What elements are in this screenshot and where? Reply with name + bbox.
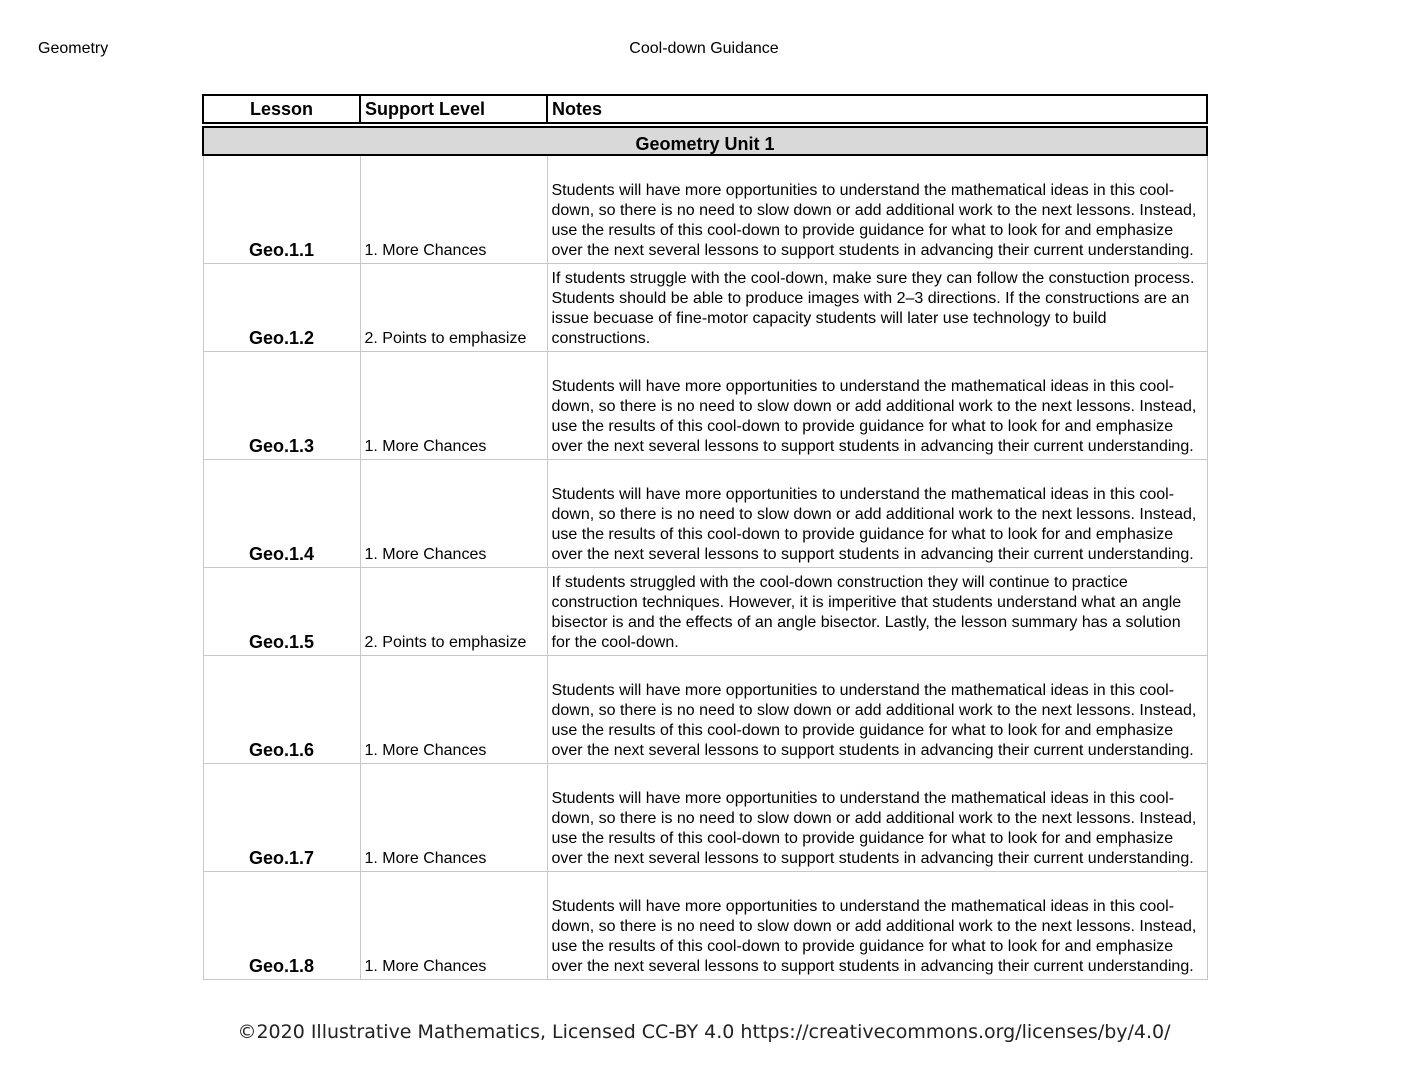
lesson-cell: Geo.1.1 [203,155,360,264]
support-level-cell: 1. More Chances [360,656,547,764]
notes-cell: If students struggled with the cool-down construction they will continue to practice construction techniques. However, it is imperitive that students understand what an angle bisector is and the effects of an angle bisector. Lastly, the lesson summary has a solution for the cool-down. [547,568,1207,656]
column-header-lesson: Lesson [203,95,360,123]
lesson-cell: Geo.1.7 [203,764,360,872]
notes-cell: If students struggle with the cool-down, make sure they can follow the constuction process. Students should be able to produce images with 2–3 directions. If the constructions are an issue becuase of fine-motor capacity students will later use technology to build constructions. [547,264,1207,352]
table-row [203,872,1207,980]
table-row [203,656,1207,764]
table-row [203,460,1207,568]
support-level-cell: 1. More Chances [360,764,547,872]
table-row [203,568,1207,656]
notes-cell: Students will have more opportunities to understand the mathematical ideas in this cool-down, so there is no need to slow down or add additional work to the next lessons. Instead, use the results of this cool-down to provide guidance for what to look for and emphasize over the next several lessons to support students in advancing their current understanding. [547,656,1207,764]
guidance-table [202,94,1208,980]
support-level-cell: 1. More Chances [360,460,547,568]
column-header-support-level: Support Level [360,95,547,123]
lesson-cell: Geo.1.8 [203,872,360,980]
notes-cell: Students will have more opportunities to understand the mathematical ideas in this cool-down, so there is no need to slow down or add additional work to the next lessons. Instead, use the results of this cool-down to provide guidance for what to look for and emphasize over the next several lessons to support students in advancing their current understanding. [547,872,1207,980]
support-level-cell: 2. Points to emphasize [360,264,547,352]
table-row [203,764,1207,872]
header-title: Cool-down Guidance [629,40,779,57]
lesson-cell: Geo.1.5 [203,568,360,656]
header-subject: Geometry [38,40,109,57]
unit-row [203,127,1207,155]
lesson-cell: Geo.1.3 [203,352,360,460]
support-level-cell: 1. More Chances [360,352,547,460]
guidance-table-container [202,94,1206,980]
notes-cell: Students will have more opportunities to understand the mathematical ideas in this cool-down, so there is no need to slow down or add additional work to the next lessons. Instead, use the results of this cool-down to provide guidance for what to look for and emphasize over the next several lessons to support students in advancing their current understanding. [547,352,1207,460]
support-level-cell: 1. More Chances [360,155,547,264]
notes-cell: Students will have more opportunities to understand the mathematical ideas in this cool-down, so there is no need to slow down or add additional work to the next lessons. Instead, use the results of this cool-down to provide guidance for what to look for and emphasize over the next several lessons to support students in advancing their current understanding. [547,155,1207,264]
table-header-row [203,95,1207,123]
lesson-cell: Geo.1.6 [203,656,360,764]
table-row [203,155,1207,264]
support-level-cell: 1. More Chances [360,872,547,980]
column-header-notes: Notes [547,95,1207,123]
support-level-cell: 2. Points to emphasize [360,568,547,656]
table-row [203,264,1207,352]
unit-title: Geometry Unit 1 [203,127,1207,155]
license-footer: ©2020 Illustrative Mathematics, Licensed CC-BY 4.0 https://creativecommons.org/licenses/by/4.0/ [237,1021,1171,1043]
notes-cell: Students will have more opportunities to understand the mathematical ideas in this cool-down, so there is no need to slow down or add additional work to the next lessons. Instead, use the results of this cool-down to provide guidance for what to look for and emphasize over the next several lessons to support students in advancing their current understanding. [547,764,1207,872]
lesson-cell: Geo.1.4 [203,460,360,568]
table-row [203,352,1207,460]
lesson-cell: Geo.1.2 [203,264,360,352]
notes-cell: Students will have more opportunities to understand the mathematical ideas in this cool-down, so there is no need to slow down or add additional work to the next lessons. Instead, use the results of this cool-down to provide guidance for what to look for and emphasize over the next several lessons to support students in advancing their current understanding. [547,460,1207,568]
